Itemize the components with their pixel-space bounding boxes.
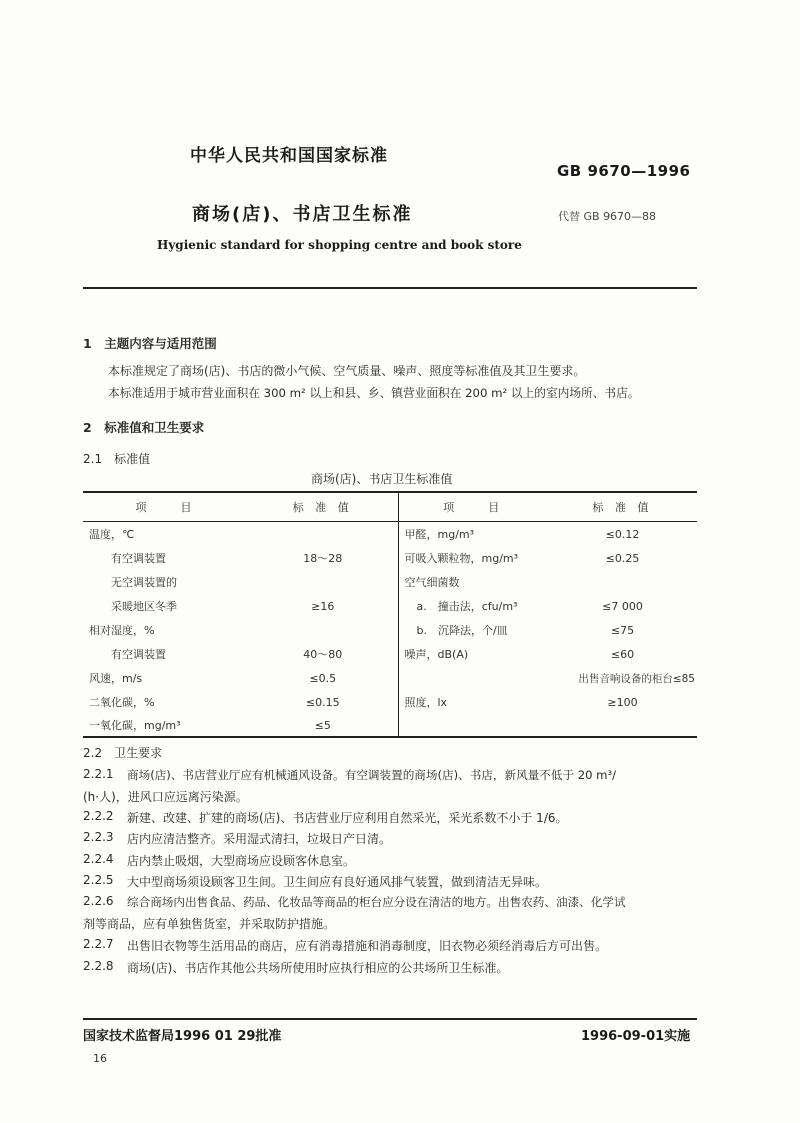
- requirement-text: 综合商场内出售食品、药品、化妆品等商品的柜台应分设在清洁的地方。出售农药、油漆、化学试: [127, 895, 626, 909]
- table-cell: 二氧化碳，%: [89, 696, 155, 709]
- table-row: [83, 570, 697, 594]
- table-row: [83, 666, 697, 690]
- table-cell: [548, 714, 697, 737]
- table-cell: ≤5: [248, 714, 398, 737]
- table-cell: 相对湿度，%: [89, 624, 155, 637]
- replaces-note: 代替 GB 9670—88: [558, 210, 657, 223]
- table-cell: ≤0.25: [605, 551, 640, 565]
- effective-date: 1996-09-01实施: [581, 1029, 691, 1044]
- requirement-number: 2.2.1: [83, 767, 114, 781]
- table-cell: 40～80: [248, 642, 398, 666]
- requirement-number: 2.2.6: [83, 894, 114, 908]
- table-cell: 有空调装置: [111, 648, 166, 661]
- table-cell: 噪声，dB(A): [404, 648, 469, 661]
- english-title: Hygienic standard for shopping centre and book store: [157, 238, 522, 252]
- section-2-2-heading: 2.2 卫生要求: [83, 746, 163, 760]
- table-cell: 可吸入颗粒物，mg/m³: [404, 552, 519, 565]
- table-row: [83, 546, 697, 570]
- table-cell: [248, 570, 398, 594]
- requirement-text: 店内应清洁整齐。采用湿式清扫，垃圾日产日清。: [127, 832, 392, 846]
- requirement-number: 2.2.7: [83, 937, 114, 951]
- table-caption: 商场(店)、书店卫生标准值: [311, 472, 453, 486]
- table-cell: 温度，℃: [89, 528, 135, 541]
- requirement-number: 2.2.3: [83, 830, 114, 844]
- approval-date: 国家技术监督局1996 01 29批准: [83, 1029, 282, 1044]
- table-cell: ≤0.12: [605, 527, 640, 541]
- table-cell: [398, 714, 548, 737]
- section-2-1-heading: 2.1 标准值: [83, 452, 151, 466]
- table-cell: ≤75: [610, 623, 635, 637]
- standard-values-table: [83, 491, 697, 738]
- requirement-text: 剂等商品，应有单独售货室，并采取防护措施。: [83, 917, 336, 931]
- column-header-item-left: 项 目: [83, 492, 248, 522]
- table-cell: ≤7 000: [602, 599, 643, 613]
- table-cell: 无空调装置的: [111, 576, 177, 589]
- table-row: [83, 522, 697, 547]
- table-row: [83, 714, 697, 737]
- table-cell: b. 沉降法，个/皿: [416, 624, 508, 637]
- section-2-heading: 2 标准值和卫生要求: [83, 420, 205, 435]
- table-cell: ≥16: [248, 594, 398, 618]
- column-header-value-right: 标 准 值: [548, 492, 697, 522]
- requirement-number: 2.2.2: [83, 809, 114, 823]
- requirement-number: 2.2.5: [83, 873, 114, 887]
- table-cell: ≥100: [607, 695, 638, 709]
- table-cell: 18～28: [248, 546, 398, 570]
- section-1-paragraph-2: 本标准适用于城市营业面积在 300 m² 以上和县、乡、镇营业面积在 200 m² 以上的室内场所、书店。: [108, 386, 640, 400]
- table-row: [83, 618, 697, 642]
- table-cell: 甲醛，mg/m³: [404, 528, 475, 541]
- footer-divider: [83, 1018, 697, 1020]
- table-cell: 有空调装置: [111, 552, 166, 565]
- column-header-item-right: 项 目: [398, 492, 548, 522]
- section-1-paragraph-1: 本标准规定了商场(店)、书店的微小气候、空气质量、噪声、照度等标准值及其卫生要求。: [108, 364, 586, 378]
- country-standard-title: 中华人民共和国国家标准: [190, 146, 388, 166]
- table-row: [83, 594, 697, 618]
- requirement-number: 2.2.4: [83, 852, 114, 866]
- table-cell: ≤0.5: [248, 666, 398, 690]
- table-cell: 照度，lx: [404, 696, 448, 709]
- section-1-heading: 1 主题内容与适用范围: [83, 336, 217, 351]
- table-cell: a. 撞击法，cfu/m³: [416, 600, 518, 613]
- requirement-text: 大中型商场须设顾客卫生间。卫生间应有良好通风排气装置，做到清洁无异味。: [127, 875, 548, 889]
- table-row: [83, 690, 697, 714]
- requirement-text: 新建、改建、扩建的商场(店)、书店营业厅应利用自然采光，采光系数不小于 1/6。: [127, 811, 568, 825]
- requirement-text: 商场(店)、书店作其他公共场所使用时应执行相应的公共场所卫生标准。: [127, 961, 509, 975]
- table-cell: [548, 570, 697, 594]
- requirement-text: 商场(店)、书店营业厅应有机械通风设备。有空调装置的商场(店)、书店，新风量不低于 20 m³/: [127, 768, 617, 782]
- table-row: [83, 642, 697, 666]
- standard-code: GB 9670—1996: [557, 162, 691, 180]
- table-cell: 空气细菌数: [404, 576, 460, 589]
- table-header-row: [83, 492, 697, 522]
- requirement-text: (h·人)，进风口应远离污染源。: [83, 790, 248, 804]
- table-cell: 一氧化碳，mg/m³: [83, 714, 248, 737]
- page-number: 16: [93, 1052, 107, 1065]
- document-title: 商场(店)、书店卫生标准: [192, 204, 413, 225]
- column-header-value-left: 标 准 值: [248, 492, 398, 522]
- table-cell-note: 出售音响设备的柜台≤85: [578, 672, 695, 685]
- requirement-text: 店内禁止吸烟，大型商场应设顾客休息室。: [127, 854, 356, 868]
- table-cell: ≤0.15: [248, 690, 398, 714]
- requirement-text: 出售旧衣物等生活用品的商店，应有消毒措施和消毒制度，旧衣物必须经消毒后方可出售。: [127, 939, 608, 953]
- table-cell: [248, 522, 398, 547]
- table-cell: 采暖地区冬季: [111, 600, 177, 613]
- table-cell: ≤60: [610, 647, 635, 661]
- requirement-number: 2.2.8: [83, 959, 114, 973]
- table-cell: [248, 618, 398, 642]
- table-cell: 风速，m/s: [89, 672, 143, 685]
- header-divider: [83, 287, 697, 289]
